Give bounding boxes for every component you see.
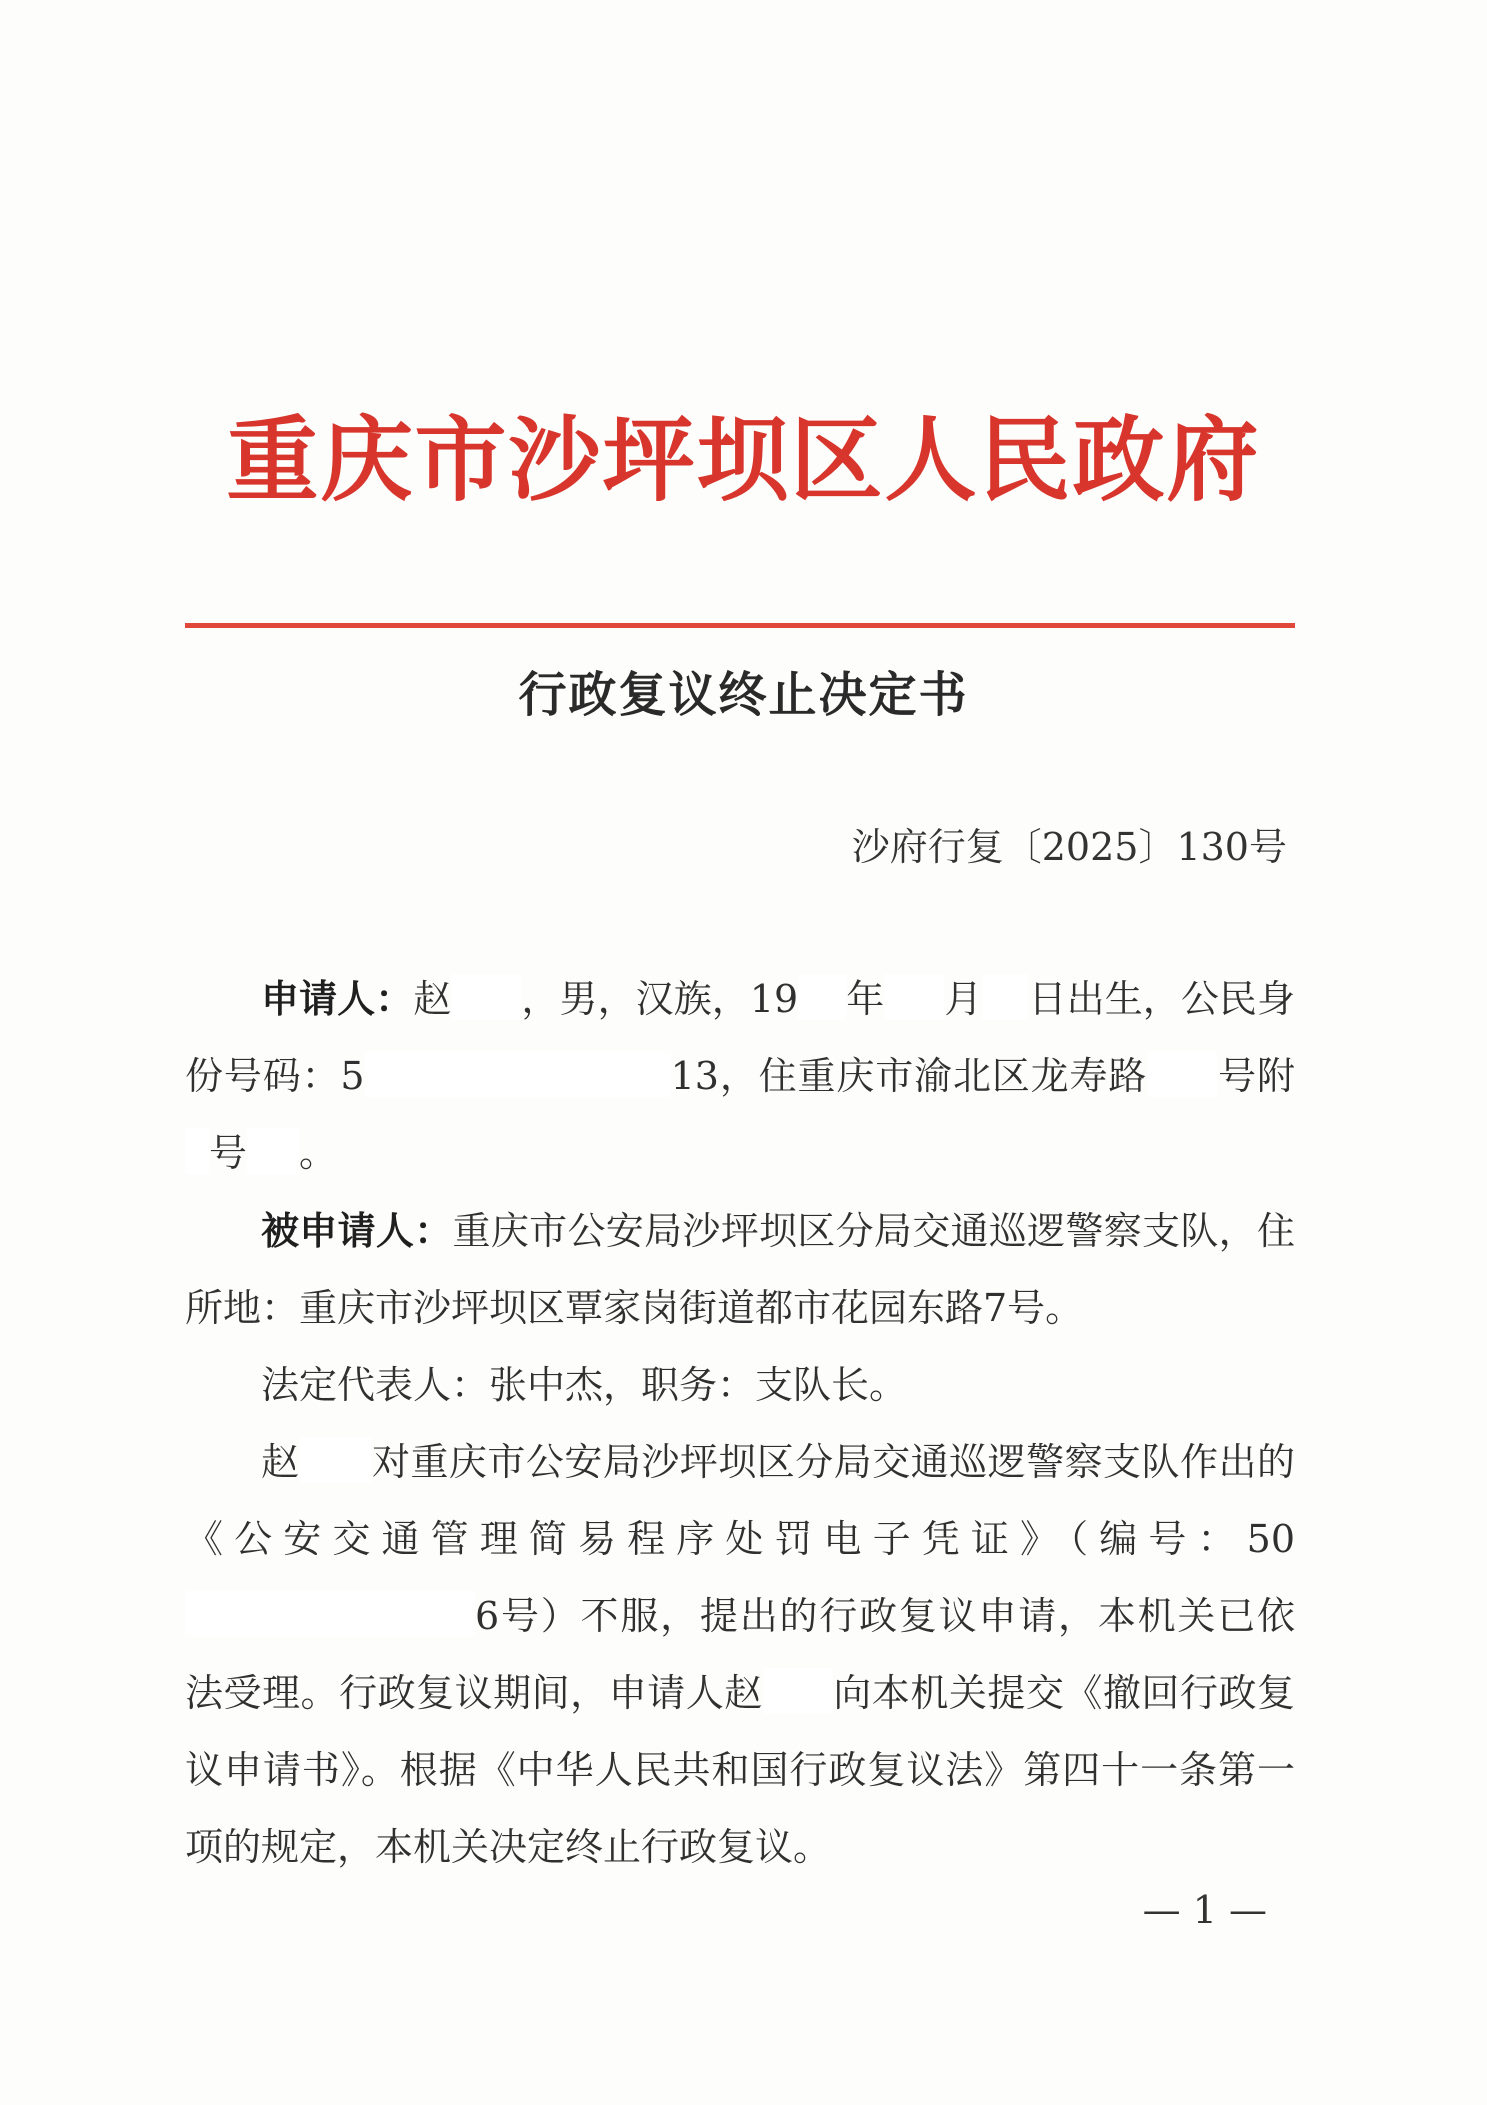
redaction-block (185, 1128, 209, 1174)
applicant-paragraph (185, 960, 1295, 1192)
redaction-block (451, 974, 521, 1020)
applicant-text: 日出生，公民身份号码：5 (185, 977, 1295, 1098)
applicant-text: ，男，汉族，19 (521, 977, 799, 1021)
applicant-text: 月 (944, 977, 983, 1021)
redaction-block (884, 974, 944, 1020)
redaction-block (365, 1051, 671, 1097)
document-title: 行政复议终止决定书 (518, 667, 969, 723)
document-body (185, 960, 1295, 1886)
applicant-text: 年 (846, 977, 885, 1021)
respondent-text: 重庆市公安局沙坪坝区分局交通巡逻警察支队，住所地：重庆市沙坪坝区覃家岗街道都市花园东路7号。 (185, 1209, 1295, 1330)
respondent-label: 被申请人： (261, 1208, 453, 1253)
applicant-text: 赵 (413, 977, 452, 1021)
decision-text: 向本机关提交《撤回行政复议申请书》。根据《中华人民共和国行政复议法》第四十一条第一项的规定，本机关决定终止行政复议。 (185, 1671, 1295, 1869)
applicant-text: 。 (299, 1131, 338, 1175)
redaction-block (1147, 1051, 1217, 1097)
decision-paragraph (185, 1424, 1295, 1886)
redaction-block (982, 974, 1028, 1020)
page-number: — 1 — (1142, 1888, 1267, 1932)
document-number: 沙府行复〔2025〕130号 (851, 825, 1287, 869)
decision-text: 6号）不服，提出的行政复议申请，本机关已依法受理。行政复议期间，申请人赵 (185, 1594, 1295, 1715)
redaction-block (798, 974, 846, 1020)
legal-representative-paragraph: 法定代表人：张中杰，职务：支队长。 (261, 1363, 908, 1407)
decision-text: 赵 (261, 1440, 300, 1484)
applicant-text: 号 (209, 1131, 248, 1175)
redaction-block (299, 1437, 371, 1483)
respondent-paragraph (185, 1192, 1295, 1347)
applicant-text: 号附 (1217, 1054, 1295, 1098)
red-divider-line (185, 623, 1295, 628)
decision-text: 对重庆市公安局沙坪坝区分局交通巡逻警察支队作出的《公安交通管理简易程序处罚电子凭证》（编号：50 (185, 1440, 1295, 1561)
applicant-label: 申请人： (261, 976, 414, 1021)
applicant-text: 13，住重庆市渝北区龙寿路 (670, 1054, 1148, 1098)
redaction-block (763, 1668, 833, 1714)
redaction-block (185, 1591, 475, 1637)
redaction-block (247, 1128, 299, 1174)
issuing-authority-header: 重庆市沙坪坝区人民政府 (226, 406, 1261, 514)
